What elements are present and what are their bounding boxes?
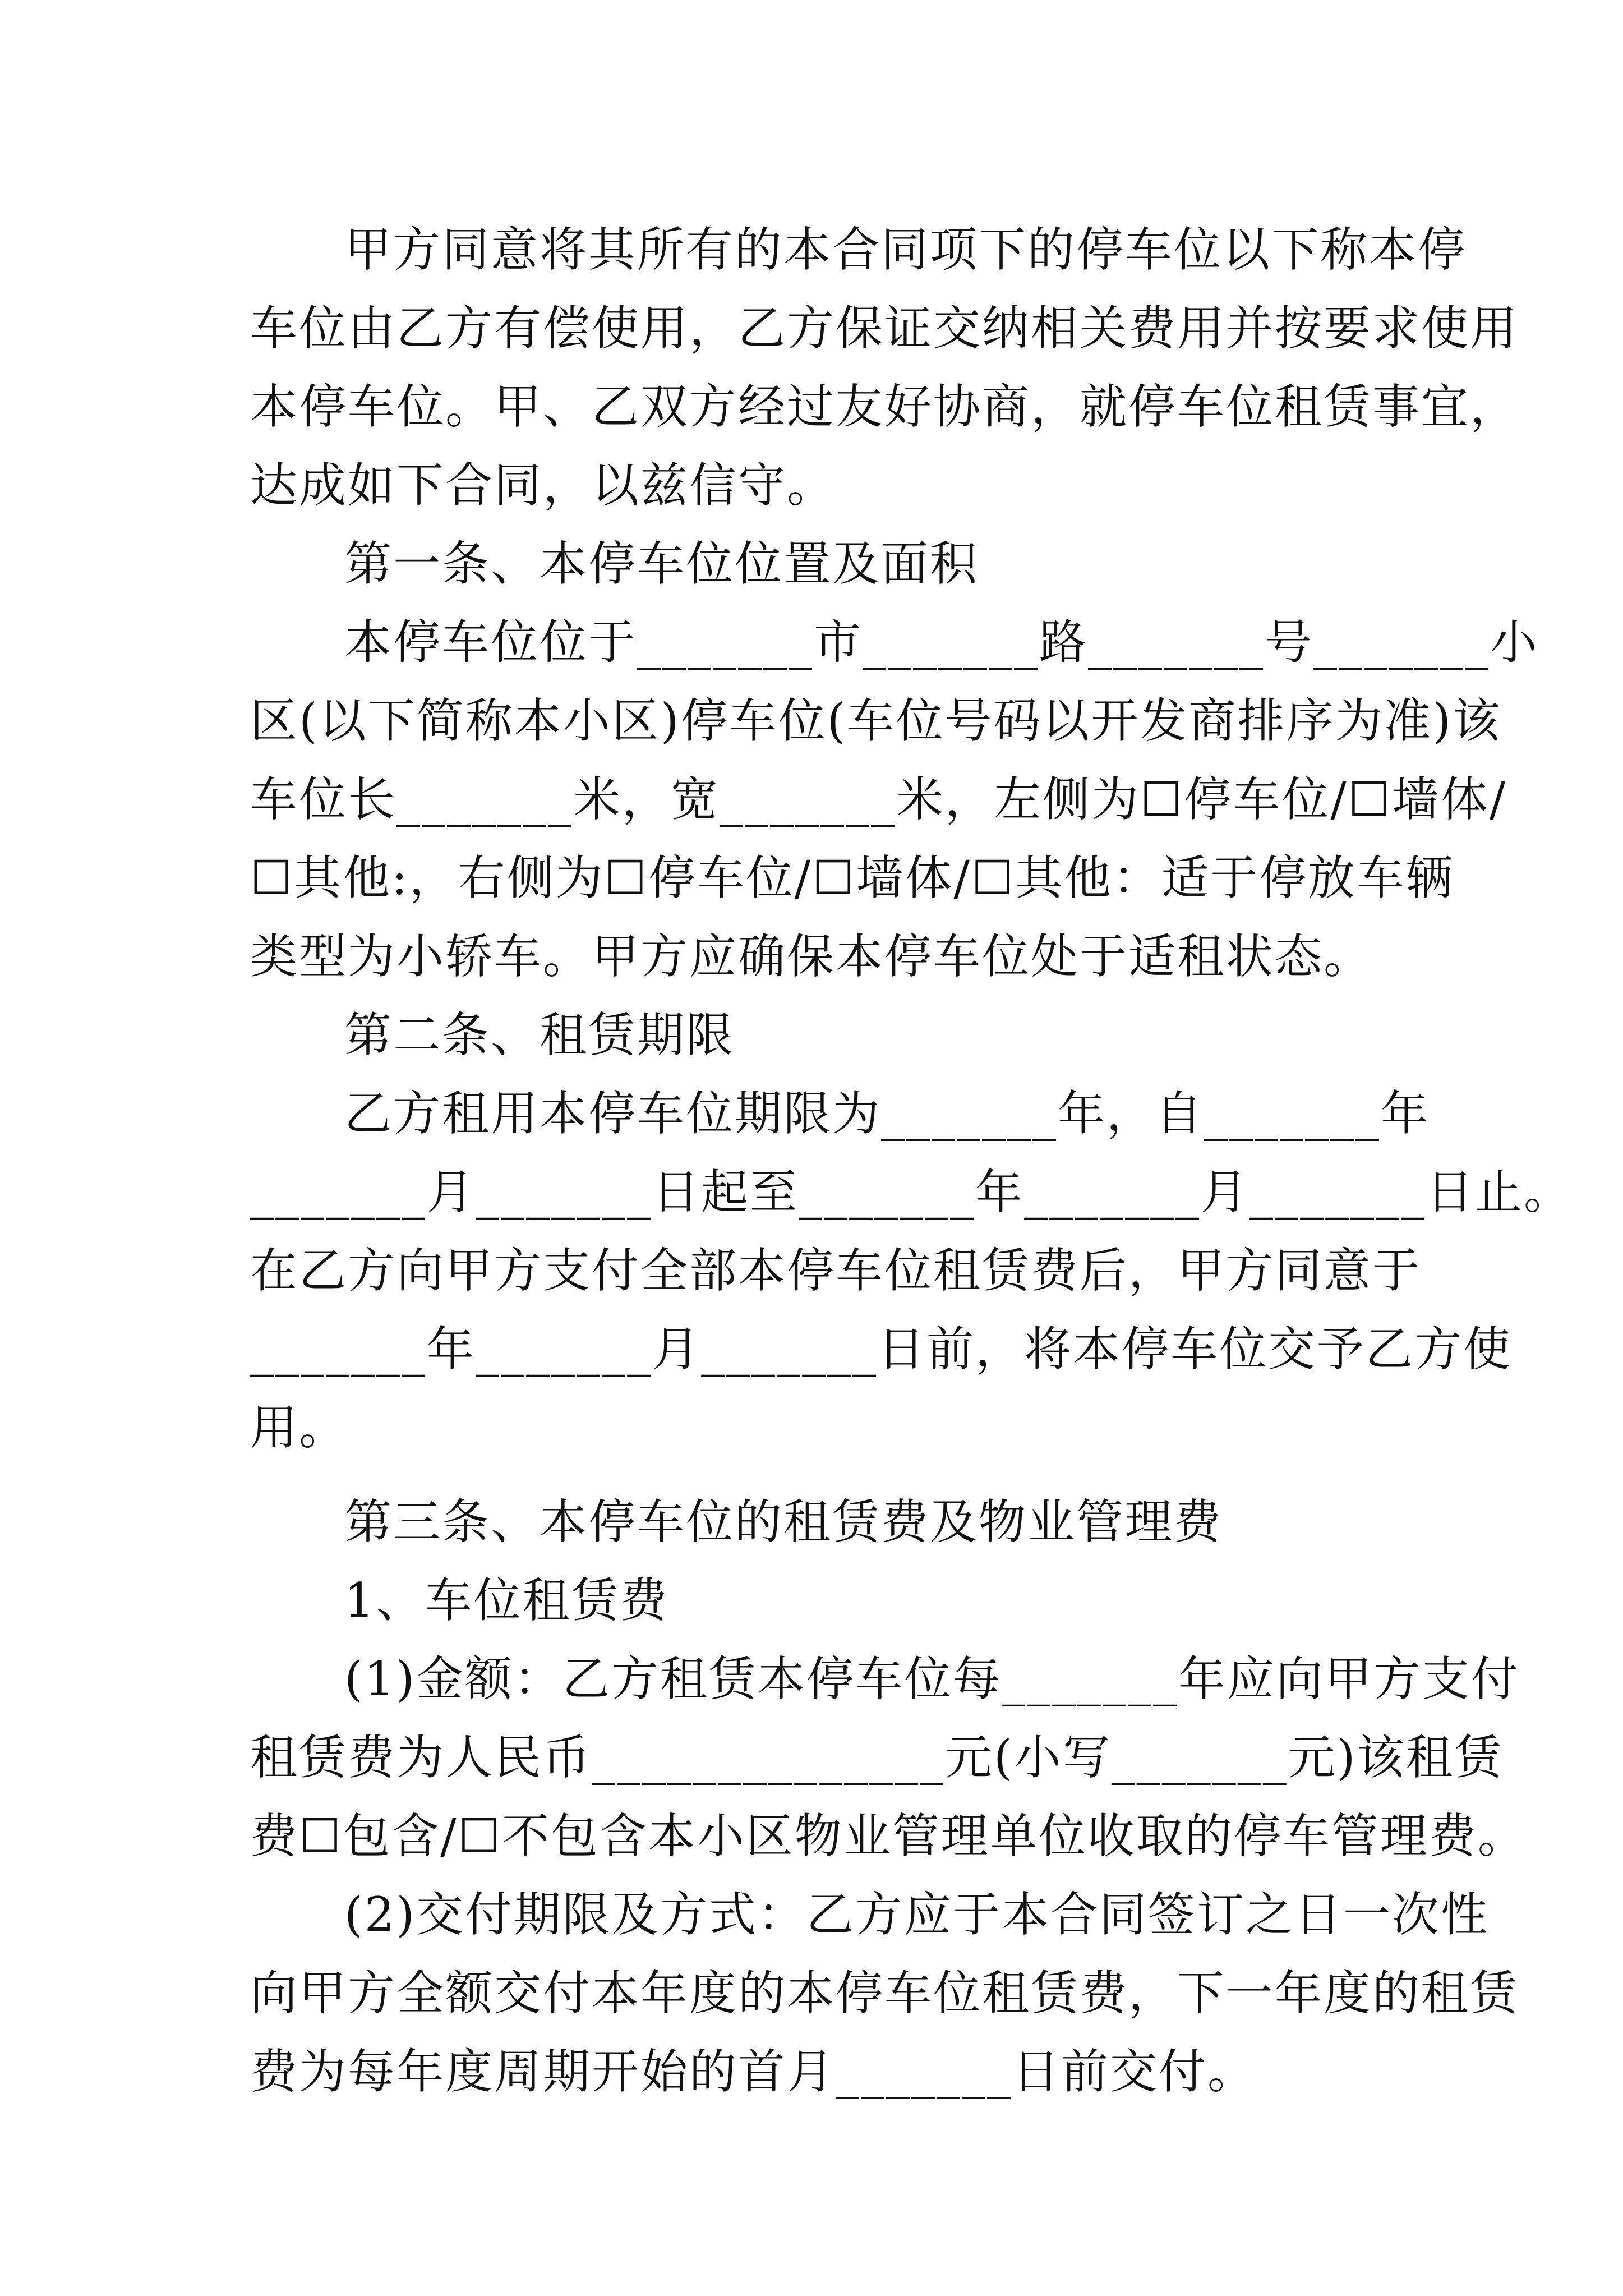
paragraph-line: 向甲方全额交付本年度的本停车位租赁费，下一年度的租赁: [250, 1966, 1519, 2021]
paragraph-line: (1)金额：乙方租赁本停车位每_______年应向甲方支付: [344, 1651, 1520, 1706]
paragraph-line: 车位长_______米，宽_______米，左侧为☐停车位/☐墙体/: [250, 772, 1507, 827]
paragraph-line: ☐其他:，右侧为☐停车位/☐墙体/☐其他：适于停放车辆: [250, 850, 1455, 905]
paragraph-line: 达成如下合同，以兹信守。: [250, 458, 836, 513]
paragraph-line: 类型为小轿车。甲方应确保本停车位处于适租状态。: [250, 929, 1373, 984]
paragraph-line: 本停车位位于_______市_______路_______号_______小: [344, 615, 1539, 670]
paragraph-line: 费☐包含/☐不包含本小区物业管理单位收取的停车管理费。: [250, 1809, 1527, 1864]
paragraph-line: _______年_______月_______日前，将本停车位交予乙方使: [250, 1322, 1513, 1377]
article-heading: 第三条、本停车位的租赁费及物业管理费: [344, 1494, 1223, 1549]
paragraph-line: (2)交付期限及方式：乙方应于本合同签订之日一次性: [344, 1887, 1490, 1942]
article-heading: 第一条、本停车位位置及面积: [344, 536, 979, 591]
paragraph-line: 用。: [250, 1400, 348, 1455]
section-heading: 1、车位租赁费: [344, 1573, 669, 1628]
paragraph-line: 租赁费为人民币______________元(小写_______元)该租赁: [250, 1730, 1504, 1785]
paragraph-line: 区(以下简称本小区)停车位(车位号码以开发商排序为准)该: [250, 693, 1502, 748]
paragraph-line: 在乙方向甲方支付全部本停车位租赁费后，甲方同意于: [250, 1243, 1422, 1298]
paragraph-line: 费为每年度周期开始的首月_______日前交付。: [250, 2044, 1257, 2099]
paragraph-line: 车位由乙方有偿使用，乙方保证交纳相关费用并按要求使用: [250, 301, 1519, 356]
paragraph-line: 本停车位。甲、乙双方经过友好协商，就停车位租赁事宜，: [250, 379, 1519, 434]
paragraph-gap: [250, 1467, 1381, 1483]
paragraph-line: 甲方同意将其所有的本合同项下的停车位以下称本停: [344, 222, 1467, 277]
document-page: [250, 210, 1573, 2111]
article-heading: 第二条、租赁期限: [344, 1007, 735, 1062]
paragraph-line: 乙方租用本停车位期限为_______年，自_______年: [344, 1086, 1430, 1141]
paragraph-line: _______月_______日起至_______年_______月_______日止。: [250, 1165, 1573, 1220]
